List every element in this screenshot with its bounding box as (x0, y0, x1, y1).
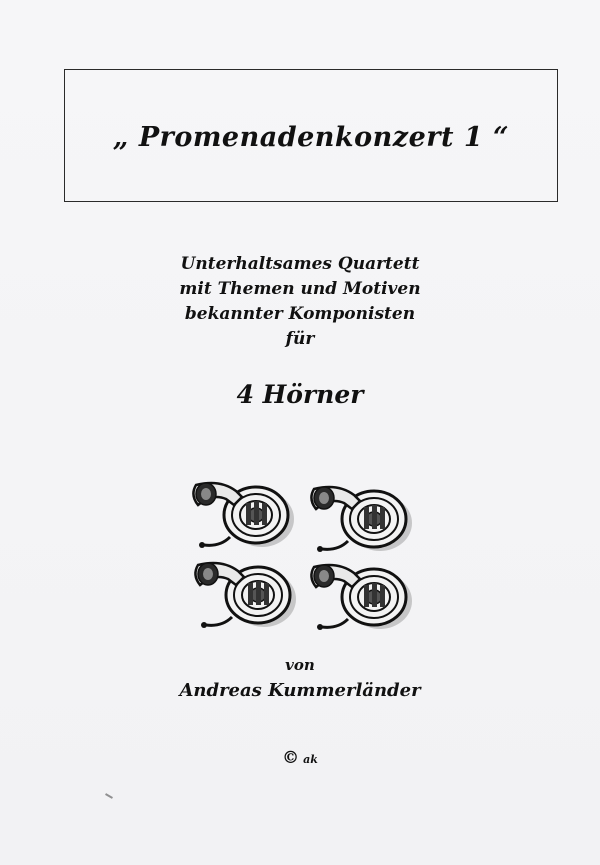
subtitle-line: bekannter Komponisten (184, 304, 416, 324)
title-frame (64, 69, 558, 202)
french-horn-icon (195, 563, 296, 628)
composer-name: Andreas Kummerländer (179, 680, 421, 701)
copyright-initials: ak (303, 753, 318, 766)
by-label: von (285, 656, 315, 674)
french-horn-icon (311, 487, 412, 552)
scan-speck (105, 793, 113, 799)
subtitle-line: Unterhaltsames Quartett (180, 254, 420, 274)
french-horn-icon (311, 565, 412, 630)
page-title: „ Promenadenkonzert 1 “ (112, 122, 510, 153)
copyright-notice (0, 748, 600, 768)
copyright-symbol: © (282, 748, 300, 768)
subtitle-line: mit Themen und Motiven (179, 279, 421, 299)
french-horns-illustration (190, 475, 430, 635)
french-horn-icon (193, 483, 294, 548)
instrumentation: 4 Hörner (236, 380, 364, 409)
subtitle-line: für (285, 329, 315, 349)
subtitle-block (0, 252, 600, 352)
